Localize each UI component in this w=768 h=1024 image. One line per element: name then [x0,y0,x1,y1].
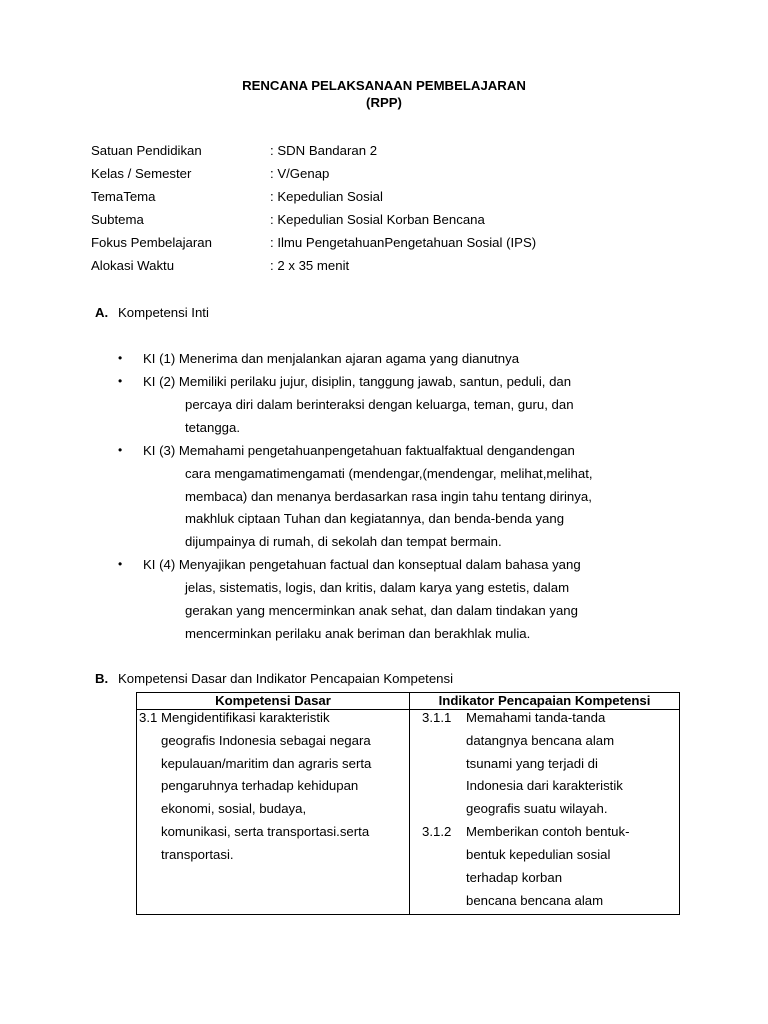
kd-line: Mengidentifikasi karakteristik [161,710,330,725]
identity-label: Fokus Pembelajaran [91,235,212,250]
identity-label: Subtema [91,212,144,227]
ki-item-line: KI (2) Memiliki perilaku jujur, disiplin, tanggung jawab, santun, peduli, dan [143,374,572,389]
section-a-title: Kompetensi Inti [118,305,209,320]
identity-value: : Kepedulian Sosial [270,189,383,204]
indicator-number: 3.1.2 [422,824,452,839]
kd-number: 3.1 [139,710,158,725]
ki-item-line: membaca) dan menanya berdasarkan rasa ingin tahu tentang dirinya, [185,489,592,504]
document-title: RENCANA PELAKSANAAN PEMBELAJARAN [242,78,526,93]
indicator-line: datangnya bencana alam [466,733,615,748]
ki-item-line: KI (3) Memahami pengetahuanpengetahuan faktualfaktual dengandengan [143,443,575,458]
identity-value: : Kepedulian Sosial Korban Bencana [270,212,485,227]
competency-table [136,692,680,915]
indicator-line: geografis suatu wilayah. [466,801,608,816]
identity-label: TemaTema [91,189,156,204]
indicator-line: Memberikan contoh bentuk- [466,824,630,839]
indicator-number: 3.1.1 [422,710,452,725]
kd-line: pengaruhnya terhadap kehidupan [161,778,359,793]
identity-value: : Ilmu PengetahuanPengetahuan Sosial (IPS) [270,235,537,250]
ki-item-line: cara mengamatimengamati (mendengar,(mendengar, melihat,melihat, [185,466,593,481]
ki-item-line: tetangga. [185,420,240,435]
kd-line: transportasi. [161,847,234,862]
ki-item-line: KI (4) Menyajikan pengetahuan factual dan konseptual dalam bahasa yang [143,557,581,572]
ki-item-line: jelas, sistematis, logis, dan kritis, dalam karya yang estetis, dalam [185,580,570,595]
table-header-indicator: Indikator Pencapaian Kompetensi [410,693,680,710]
bullet-icon: • [118,443,123,457]
indicator-line: tsunami yang terjadi di [466,756,598,771]
identity-label: Satuan Pendidikan [91,143,202,158]
table-row [137,710,680,915]
identity-value: : V/Genap [270,166,330,181]
kd-line: geografis Indonesia sebagai negara [161,733,371,748]
identity-label: Kelas / Semester [91,166,192,181]
table-header-kd: Kompetensi Dasar [137,693,410,710]
identity-value: : 2 x 35 menit [270,258,350,273]
table-header-row [137,693,680,710]
bullet-icon: • [118,374,123,388]
kd-line: kepulauan/maritim dan agraris serta [161,756,372,771]
ki-item-line: KI (1) Menerima dan menjalankan ajaran agama yang dianutnya [143,351,520,366]
identity-value: : SDN Bandaran 2 [270,143,378,158]
identity-label: Alokasi Waktu [91,258,175,273]
indicator-line: terhadap korban [466,870,563,885]
bullet-icon: • [118,351,123,365]
bullet-icon: • [118,557,123,571]
section-b-letter: B. [95,671,109,686]
ki-item-line: dijumpainya di rumah, di sekolah dan tempat bermain. [185,534,502,549]
kd-cell [137,710,410,915]
ki-item-line: mencerminkan perilaku anak beriman dan berakhlak mulia. [185,626,531,641]
ki-item-line: percaya diri dalam berinteraksi dengan keluarga, teman, guru, dan [185,397,574,412]
indicator-line: bentuk kepedulian sosial [466,847,611,862]
indicator-line: Indonesia dari karakteristik [466,778,623,793]
document-subtitle: (RPP) [366,95,402,110]
ki-item-line: makhluk ciptaan Tuhan dan kegiatannya, dan benda-benda yang [185,511,565,526]
kd-line: ekonomi, sosial, budaya, [161,801,307,816]
section-a-letter: A. [95,305,109,320]
indicator-cell [410,710,680,915]
indicator-line: bencana bencana alam [466,893,604,908]
section-b-title: Kompetensi Dasar dan Indikator Pencapaian Kompetensi [118,671,454,686]
ki-item-line: gerakan yang mencerminkan anak sehat, dan dalam tindakan yang [185,603,578,618]
kd-line: komunikasi, serta transportasi.serta [161,824,370,839]
indicator-line: Memahami tanda-tanda [466,710,606,725]
